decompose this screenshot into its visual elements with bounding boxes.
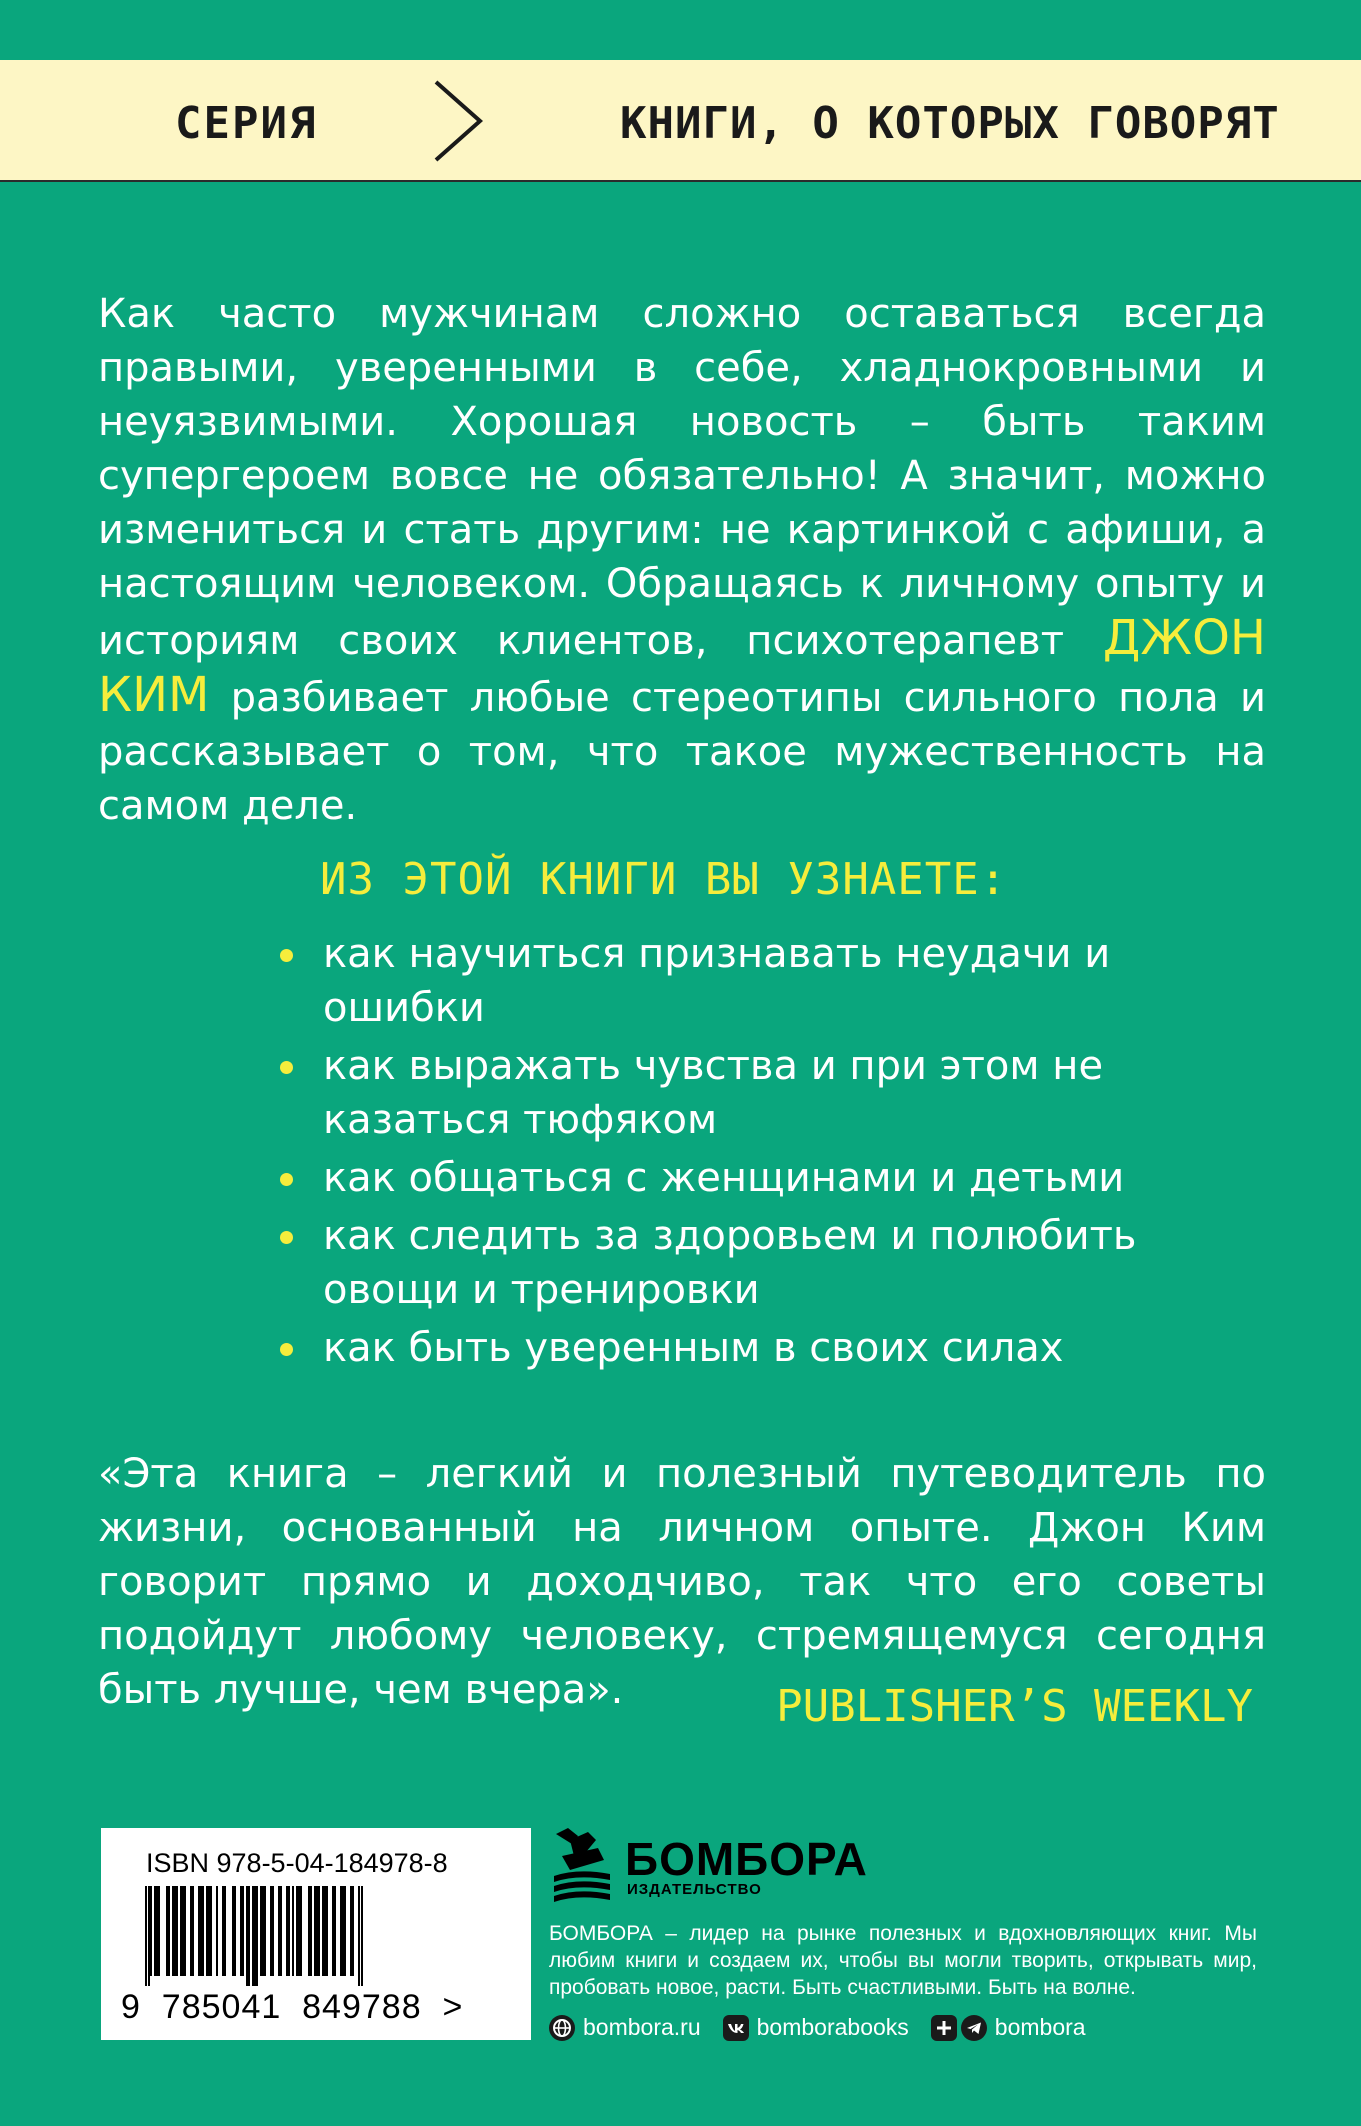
barcode-icon bbox=[145, 1886, 485, 1986]
barcode-bar bbox=[322, 1886, 328, 1976]
barcode-bar bbox=[198, 1886, 204, 1976]
list-item bbox=[280, 927, 1200, 1035]
barcode-bar bbox=[246, 1886, 250, 1986]
barcode-bar bbox=[278, 1886, 282, 1976]
social-links bbox=[549, 2014, 1108, 2041]
barcode-bar bbox=[150, 1886, 152, 1976]
barcode-bar bbox=[286, 1886, 290, 1976]
barcode-bar bbox=[232, 1886, 236, 1976]
list-item-text: как научиться признавать неудачи и ошибки bbox=[323, 931, 1111, 1031]
list-item bbox=[280, 1209, 1200, 1317]
series-label: СЕРИЯ bbox=[175, 98, 318, 149]
social-label: bomborabooks bbox=[756, 2014, 909, 2040]
social-link-vk[interactable] bbox=[723, 2014, 909, 2041]
barcode-bar bbox=[308, 1886, 312, 1976]
barcode-bar bbox=[145, 1886, 147, 1986]
social-label: bombora bbox=[994, 2014, 1086, 2040]
bullet-dot-icon bbox=[280, 1061, 293, 1074]
barcode-bar bbox=[270, 1886, 274, 1976]
publisher-description: БОМБОРА – лидер на рынке полезных и вдохновляющих книг. Мы любим книги и создаем их, чтобы вы могли творить, открывать мир, пробовать новое, расти. Быть счастливыми. Быть на волне. bbox=[549, 1922, 1257, 1999]
vk-icon bbox=[723, 2015, 749, 2041]
learn-list bbox=[280, 927, 1200, 1379]
barcode-block bbox=[101, 1828, 531, 2040]
publisher-logo-name: БОМБОРА bbox=[625, 1833, 868, 1885]
list-item-text: как выражать чувства и при этом не казаться тюфяком bbox=[323, 1043, 1104, 1143]
book-description bbox=[98, 287, 1266, 833]
bullet-dot-icon bbox=[280, 1173, 293, 1186]
barcode-bar bbox=[222, 1886, 226, 1976]
series-name: КНИГИ, О КОТОРЫХ ГОВОРЯТ bbox=[620, 98, 1280, 149]
barcode-bar bbox=[154, 1886, 160, 1976]
bullet-dot-icon bbox=[280, 1231, 293, 1244]
barcode-bar bbox=[350, 1886, 354, 1976]
description-text-start: Как часто мужчинам сложно оставаться всегда правыми, уверенными в себе, хладнокровными и неуязвимыми. Хорошая новость – быть таким супергероем вовсе не обязательно! А значит, можно измениться и стать другим: не картинкой с афиши, а настоящим человеком. Обращаясь к личному опыту и историям своих клиентов, психотерапевт bbox=[98, 291, 1266, 664]
series-banner bbox=[0, 60, 1361, 182]
barcode-bar bbox=[292, 1886, 294, 1976]
list-item bbox=[280, 1321, 1200, 1375]
publisher-logo-subtitle: ИЗДАТЕЛЬСТВО bbox=[627, 1881, 762, 1898]
list-item bbox=[280, 1151, 1200, 1205]
social-link-website[interactable] bbox=[549, 2014, 701, 2041]
barcode-bar bbox=[361, 1886, 363, 1986]
barcode-bar bbox=[314, 1886, 320, 1976]
globe-icon bbox=[549, 2015, 575, 2041]
barcode-bar bbox=[358, 1886, 360, 1986]
barcode-bar bbox=[180, 1886, 186, 1976]
bullet-dot-icon bbox=[280, 1343, 293, 1356]
list-item-text: как следить за здоровьем и полюбить овощи и тренировки bbox=[323, 1213, 1137, 1313]
bombora-logo-icon bbox=[548, 1826, 618, 1904]
list-item-text: как быть уверенным в своих силах bbox=[323, 1325, 1064, 1371]
social-label: bombora.ru bbox=[583, 2014, 701, 2040]
list-item bbox=[280, 1039, 1200, 1147]
learn-heading: ИЗ ЭТОЙ КНИГИ ВЫ УЗНАЕТЕ: bbox=[320, 854, 1008, 905]
barcode-bar bbox=[148, 1886, 150, 1986]
barcode-bar bbox=[252, 1886, 258, 1986]
quote-attribution: PUBLISHER’S WEEKLY bbox=[776, 1681, 1253, 1732]
review-quote: «Эта книга – легкий и полезный путеводитель по жизни, основанный на личном опыте. Джон Ким говорит прямо и доходчиво, так что его советы подойдут любому человеку, стремящемуся сегодня быть лучше, чем вчера». bbox=[98, 1451, 1266, 1713]
isbn-number: ISBN 978-5-04-184978-8 bbox=[146, 1848, 448, 1878]
barcode-digits: 9 785041 849788 > bbox=[121, 1988, 464, 2026]
description-text-end: разбивает любые стереотипы сильного пола и рассказывает о том, что такое мужественность на самом деле. bbox=[98, 675, 1266, 829]
plus-icon bbox=[931, 2015, 957, 2041]
barcode-bar bbox=[166, 1886, 170, 1976]
social-link-telegram[interactable] bbox=[931, 2014, 1086, 2041]
barcode-bar bbox=[206, 1886, 212, 1976]
barcode-bar bbox=[172, 1886, 178, 1976]
barcode-bar bbox=[332, 1886, 336, 1976]
barcode-bar bbox=[260, 1886, 266, 1976]
bullet-dot-icon bbox=[280, 949, 293, 962]
barcode-bar bbox=[296, 1886, 302, 1976]
telegram-icon bbox=[961, 2015, 987, 2041]
author-name: ДЖОН КИМ bbox=[98, 610, 1266, 723]
list-item-text: как общаться с женщинами и детьми bbox=[323, 1155, 1125, 1201]
barcode-bar bbox=[240, 1886, 244, 1976]
chevron-right-icon bbox=[432, 78, 484, 164]
barcode-bar bbox=[340, 1886, 346, 1976]
barcode-bar bbox=[190, 1886, 194, 1976]
barcode-bar bbox=[216, 1886, 218, 1976]
